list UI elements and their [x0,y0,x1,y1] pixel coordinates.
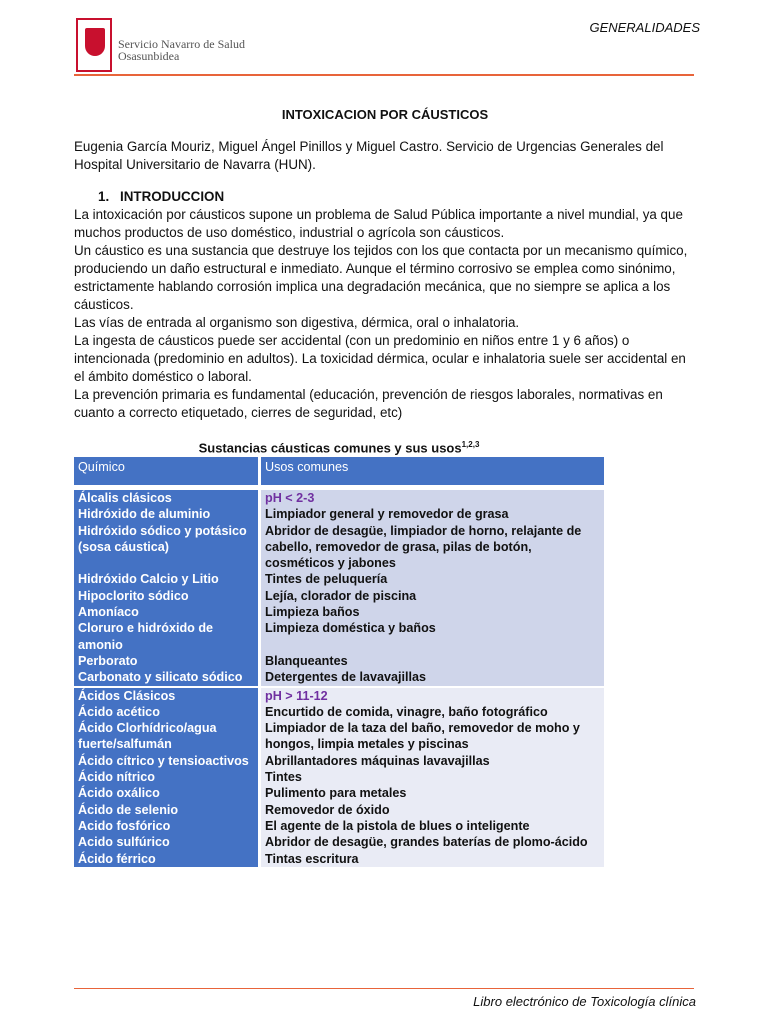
uses-cell: Tintes [260,769,605,785]
paragraph: La ingesta de cáusticos puede ser accidental (con un predominio en niños entre 1 y 6 años) o intencionada (predominio en adultos). La toxicidad dérmica, ocular e inhalatoria suele ser accidental en el ámbito doméstico o laboral. [74,333,686,384]
uses-cell: Lejía, clorador de piscina [260,588,605,604]
logo-line-1: Servicio Navarro de Salud [118,37,245,51]
table-row [74,523,604,572]
table-row [74,588,604,604]
document-authors: Eugenia García Mouriz, Miguel Ángel Pinillos y Miguel Castro. Servicio de Urgencias Generales del Hospital Universitario de Navarra (HUN). [74,139,664,172]
table-row [74,769,604,785]
uses-cell: Tintes de peluquería [260,571,605,587]
table-row [74,669,604,685]
paragraph: La prevención primaria es fundamental (educación, prevención de riesgos laborales, normativas en cuanto a correcto etiquetado, cierres de seguridad, etc) [74,387,663,420]
uses-cell: Abridor de desagüe, grandes baterías de plomo-ácido [260,834,605,850]
chemical-cell: Cloruro e hidróxido de amonio [74,620,260,653]
document-body [74,106,696,422]
group-ph: pH > 11-12 [260,688,605,704]
table-row [74,785,604,801]
group-name: Ácidos Clásicos [74,688,260,704]
header-divider [74,74,694,76]
table-row [74,851,604,867]
table-row [74,753,604,769]
chemical-cell: Hidróxido de aluminio [74,506,260,522]
column-header-uses: Usos comunes [260,457,605,485]
uses-cell: El agente de la pistola de blues o inteligente [260,818,605,834]
table-caption-refs: 1,2,3 [461,440,480,449]
chemical-cell: Acido sulfúrico [74,834,260,850]
logo-text [118,38,245,62]
navarra-shield-icon [85,28,105,56]
table-row [74,604,604,620]
table-row [74,704,604,720]
page-header [0,0,768,80]
table-row [74,834,604,850]
chemical-cell: Ácido nítrico [74,769,260,785]
table-row [74,802,604,818]
chemical-cell: Ácido acético [74,704,260,720]
uses-cell: Removedor de óxido [260,802,605,818]
chemical-cell: Hidróxido Calcio y Litio [74,571,260,587]
table-row [74,720,604,753]
section-title: INTRODUCCION [120,189,225,204]
document-title: INTOXICACION POR CÁUSTICOS [281,107,489,122]
chemical-cell: Ácido cítrico y tensioactivos [74,753,260,769]
table-header-row [74,457,604,485]
group-ph: pH < 2-3 [260,490,605,506]
sns-logo [76,18,266,74]
section-heading [74,188,696,206]
chemical-cell: Hipoclorito sódico [74,588,260,604]
group-name: Álcalis clásicos [74,490,260,506]
uses-cell: Limpiador de la taza del baño, removedor de moho y hongos, limpia metales y piscinas [260,720,605,753]
table-row [74,620,604,653]
uses-cell: Abrillantadores máquinas lavavajillas [260,753,605,769]
page-footer: Libro electrónico de Toxicología clínica [473,994,696,1009]
paragraph: La intoxicación por cáusticos supone un problema de Salud Pública importante a nivel mundial, ya que muchos productos de uso doméstico, industrial o agrícola son cáusticos. [74,207,683,240]
table-caption-text: Sustancias cáusticas comunes y sus usos [198,440,462,456]
column-header-chemical: Químico [74,457,260,485]
table-row-group [74,688,604,704]
table-row [74,818,604,834]
uses-cell: Encurtido de comida, vinagre, baño fotográfico [260,704,605,720]
uses-cell: Limpieza baños [260,604,605,620]
chemical-cell: Acido fosfórico [74,818,260,834]
table-caption [74,440,604,455]
uses-cell: Detergentes de lavavajillas [260,669,605,685]
chemical-cell: Carbonato y silicato sódico [74,669,260,685]
chemical-cell: Ácido férrico [74,851,260,867]
table-row [74,506,604,522]
uses-cell: Blanqueantes [260,653,605,669]
uses-cell: Abridor de desagüe, limpiador de horno, relajante de cabello, removedor de grasa, pilas de botón, cosméticos y jabones [260,523,605,572]
logo-line-2: Osasunbidea [118,49,180,63]
paragraph: Un cáustico es una sustancia que destruye los tejidos con los que contacta por un mecanismo químico, produciendo un daño estructural e inmediato. Aunque el término corrosivo se emplea como sinónimo, estrictamente hablando corrosión implica una degradación mecánica, que no siempre se aplica a los cáusticos. [74,243,688,312]
chemical-cell: Ácido oxálico [74,785,260,801]
section-number: 1. [98,189,110,204]
uses-cell: Tintas escritura [260,851,605,867]
chemical-cell: Ácido Clorhídrico/agua fuerte/salfumán [74,720,260,753]
chemical-cell: Amoníaco [74,604,260,620]
footer-divider [74,988,694,989]
chemical-cell: Ácido de selenio [74,802,260,818]
caustics-table [74,457,604,867]
uses-cell: Limpieza doméstica y baños [260,620,605,653]
table-row [74,571,604,587]
chemical-cell: Hidróxido sódico y potásico (sosa cáustica) [74,523,260,572]
uses-cell: Limpiador general y removedor de grasa [260,506,605,522]
chemical-cell: Perborato [74,653,260,669]
paragraph: Las vías de entrada al organismo son digestiva, dérmica, oral o inhalatoria. [74,315,520,330]
header-section-label: GENERALIDADES [589,20,700,35]
uses-cell: Pulimento para metales [260,785,605,801]
table-row [74,653,604,669]
table-row-group [74,490,604,506]
